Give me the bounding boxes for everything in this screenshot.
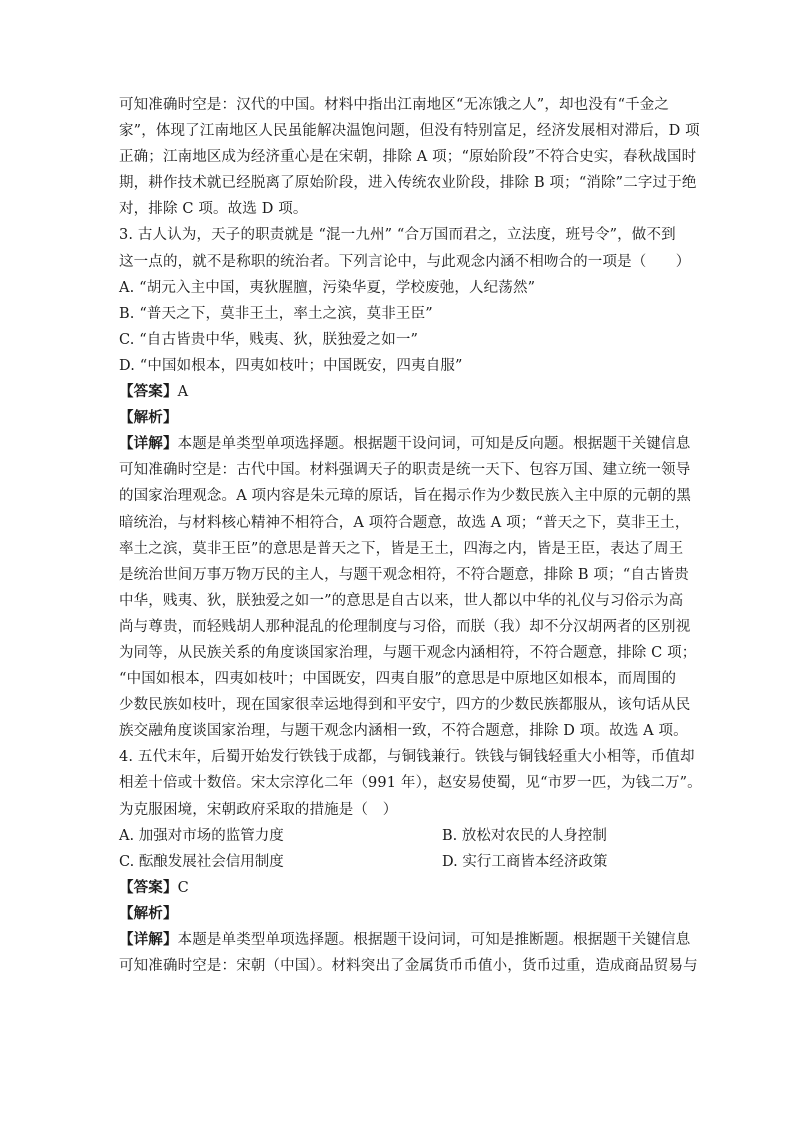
detail-line: “中国如根本，四夷如枝叶；中国既安，四夷自服”的意思是中原地区如根本，而周围的 — [119, 671, 677, 688]
question-stem-line: 4. 五代末年，后蜀开始发行铁钱于成都，与铜钱兼行。铁钱与铜钱轻重大小相等，币值却 — [119, 749, 695, 766]
detail-line — [119, 431, 691, 457]
detail-line: 尚与尊贵，而轻贱胡人那种混乱的伦理制度与习俗，而朕（我）却不分汉胡两者的区别视 — [119, 618, 691, 635]
option-c: C. 酝酿发展社会信用制度 — [119, 853, 284, 870]
detail-line: 率土之滨，莫非王臣”的意思是普天之下，皆是王土，四海之内，皆是王臣，表达了周王 — [119, 540, 684, 557]
paragraph-line: 可知准确时空是：汉代的中国。材料中指出江南地区“无冻饿之人”，却也没有“千金之 — [119, 97, 670, 113]
answer-line — [119, 379, 679, 405]
detail-line: 少数民族如枝叶，现在国家很幸运地得到和平安宁，四方的少数民族都服从，该句话从民 — [119, 697, 691, 714]
detail-line: 是统治世间万事万物万民的主人，与题干观念相符，不符合题意，排除 B 项；“自古皆贵 — [119, 566, 689, 583]
detail-tag: 【详解】 — [119, 931, 178, 948]
option-b: B. “普天之下，莫非王土，率土之滨，莫非王臣” — [119, 305, 433, 322]
detail-line — [119, 927, 691, 953]
question-stem-line: 3. 古人认为，天子的职责就是 “混一九州” “合万国而君之，立法度，班号令”，做不到 — [119, 227, 676, 244]
detail-line: 暗统治，与材料核心精神不相符合，A 项符合题意，故选 A 项；“普天之下，莫非王土， — [119, 514, 690, 531]
question-stem-line: 这一点的，就不是称职的统治者。下列言论中，与此观念内涵不相吻合的一项是（ ） — [119, 253, 691, 270]
detail-line: 族交融角度谈国家治理，与题干观念内涵相一致，不符合题意，排除 D 项。故选 A 项。 — [119, 723, 688, 740]
detail-line: 可知准确时空是：古代中国。材料强调天子的职责是统一天下、包容万国、建立统一领导 — [119, 462, 691, 479]
option-d: D. “中国如根本，四夷如枝叶；中国既安，四夷自服” — [119, 357, 463, 374]
options-row — [119, 823, 679, 849]
paragraph-line: 正确；江南地区成为经济重心是在宋朝，排除 A 项；“原始阶段”不符合史实，春秋战国时 — [119, 149, 697, 166]
answer-tag: 【答案】 — [119, 878, 178, 896]
detail-tag: 【详解】 — [119, 435, 178, 453]
answer-tag: 【答案】 — [119, 383, 178, 401]
detail-text: 本题是单类型单项选择题。根据题干设问词，可知是推断题。根据题干关键信息 — [177, 932, 691, 948]
analysis-heading — [119, 901, 679, 927]
options-row — [119, 849, 679, 875]
detail-line: 的国家治理观念。A 项内容是朱元璋的原话，旨在揭示作为少数民族入主中原的元朝的黑 — [119, 488, 692, 505]
question-stem-line: 相差十倍或十数倍。宋太宗淳化二年（991 年），赵安易使蜀，见“市罗一匹，为钱二万”。 — [119, 775, 702, 792]
detail-line: 为同等，从民族关系的角度谈国家治理，与题干观念内涵相符，不符合题意，排除 C 项； — [119, 644, 697, 661]
option-a: A. “胡元入主中国，夷狄腥膻，污染华夏，学校废弛，人纪荡然” — [119, 279, 536, 296]
detail-line: 可知准确时空是：宋朝（中国）。材料突出了金属货币币值小，货币过重，造成商品贸易与 — [119, 958, 698, 975]
paragraph-line: 对，排除 C 项。故选 D 项。 — [119, 201, 308, 218]
document-page — [119, 92, 702, 979]
answer-line — [119, 875, 679, 901]
detail-text: 本题是单类型单项选择题。根据题干设问词，可知是反向题。根据题干关键信息 — [177, 436, 691, 453]
analysis-tag: 【解析】 — [119, 904, 178, 922]
detail-line: 中华，贱夷、狄，朕独爱之如一”的意思是自古以来，世人都以中华的礼仪与习俗示为高 — [119, 592, 684, 609]
option-a: A. 加强对市场的监管力度 — [119, 827, 284, 844]
analysis-tag: 【解析】 — [119, 409, 178, 427]
q2-explanation-continued — [119, 92, 700, 222]
question-3 — [119, 222, 697, 744]
paragraph-line: 期，耕作技术就已经脱离了原始阶段，进入传统农业阶段，排除 B 项；“消除”二字过于绝 — [119, 175, 697, 192]
answer-value: C — [177, 879, 189, 896]
option-b: B. 放松对农民的人身控制 — [442, 827, 607, 844]
paragraph-line: 家”，体现了江南地区人民虽能解决温饱问题，但没有特别富足，经济发展相对滞后，D 项 — [119, 123, 700, 140]
question-4 — [119, 744, 702, 979]
option-c: C. “自古皆贵中华，贱夷、狄，朕独爱之如一” — [119, 331, 419, 348]
answer-value: A — [177, 384, 189, 401]
analysis-heading — [119, 405, 679, 431]
question-stem-line: 为克服困境，宋朝政府采取的措施是（ ） — [119, 801, 398, 818]
option-d: D. 实行工商皆本经济政策 — [442, 853, 608, 870]
